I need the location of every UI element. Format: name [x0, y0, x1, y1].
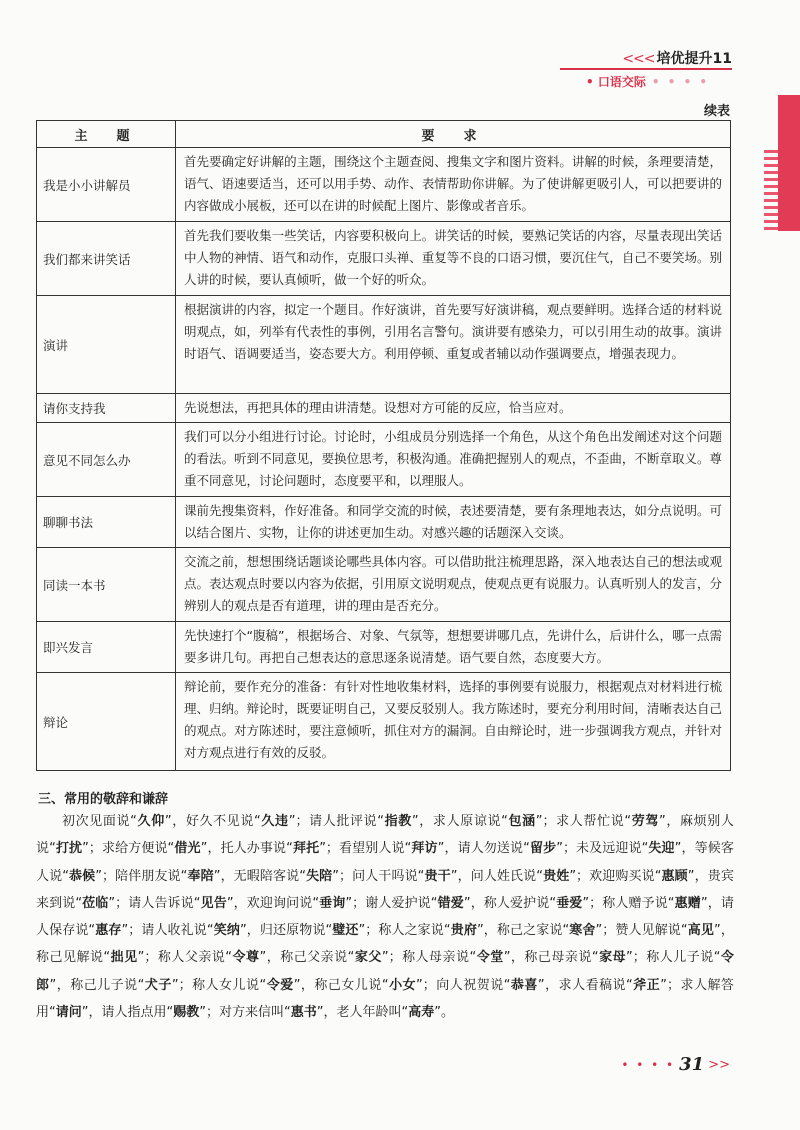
row-requirement: 首先要确定好讲解的主题，围绕这个主题查阅、搜集文字和图片资料。讲解的时候，条理要清楚，语气、语速要适当，还可以用手势、动作、表情帮助你讲解。为了使讲解更吸引人，可以把要讲的内容做成小展板，还可以在讲的时候配上图片、影像或者音乐。 — [176, 148, 731, 222]
row-topic: 同读一本书 — [37, 548, 176, 622]
paragraph-text: ”，等候客人说“ — [36, 841, 734, 884]
bullet-icon: • — [586, 75, 594, 89]
honorific-term: 失迎 — [648, 841, 675, 857]
paragraph-text: ”，称己母亲说“ — [503, 950, 599, 966]
honorific-term: 犬子 — [144, 977, 172, 993]
honorific-term: 家父 — [354, 950, 382, 966]
honorific-term: 令郎 — [36, 950, 734, 993]
honorific-term: 小女 — [388, 977, 417, 993]
paragraph-text: ”，无暇陪客说“ — [213, 868, 306, 884]
honorific-term: 久仰 — [136, 814, 165, 829]
requirements-table — [36, 120, 731, 771]
honorific-term: 家母 — [598, 950, 627, 966]
page-footer — [621, 1054, 730, 1075]
honorific-term: 借光 — [174, 841, 201, 857]
honorific-term: 恭候 — [68, 868, 96, 884]
honorific-term: 留步 — [529, 841, 557, 857]
honorific-term: 拜托 — [292, 841, 320, 857]
honorific-term: 恭喜 — [510, 977, 538, 993]
table-row — [37, 423, 731, 497]
honorific-term: 垂爱 — [556, 895, 583, 911]
honorific-term: 高见 — [687, 923, 714, 939]
table-header-row — [37, 121, 731, 148]
paragraph-text: ”，称人爱护说“ — [463, 895, 557, 911]
dots-decoration-icon: • • • • — [621, 1058, 676, 1072]
paragraph-text: ”，欢迎询问说“ — [226, 895, 320, 911]
paragraph-text: ”；称人父亲说“ — [137, 950, 233, 966]
honorific-term: 失陪 — [305, 868, 333, 884]
chevron-left-icon: <<< — [622, 51, 655, 67]
honorifics-paragraph — [36, 808, 734, 1026]
paragraph-text: ”，称己女儿说“ — [293, 977, 389, 993]
page-number: 31 — [679, 1054, 705, 1075]
paragraph-text: ”，称己之家说“ — [476, 923, 570, 939]
paragraph-text: ”，请人保存说“ — [36, 895, 734, 939]
honorific-term: 寒舍 — [569, 923, 596, 939]
paragraph-text: ”；求人解答用“ — [36, 977, 734, 1021]
row-requirement: 我们可以分小组进行讨论。讨论时，小组成员分别选择一个角色，从这个角色出发阐述对这个问题的看法。听到不同意见，要换位思考，积极沟通。准确把握别人的观点，不歪曲，不断章取义。尊重不同意见，讨论问题时，态度要平和，以理服人。 — [176, 423, 731, 497]
dots-decoration-icon: • • • • — [651, 75, 710, 89]
paragraph-text: ”，称己父亲说“ — [259, 950, 355, 966]
row-topic: 演讲 — [37, 296, 176, 394]
row-requirement: 课前先搜集资料，作好准备。和同学交流的时候，表述要清楚，要有条理地表达，如分点说明。可以结合图片、实物，让你的讲述更加生动。对感兴趣的话题深入交谈。 — [176, 497, 731, 548]
table-row — [37, 394, 731, 423]
honorific-term: 惠顾 — [661, 868, 688, 884]
honorific-term: 贵府 — [450, 923, 477, 939]
series-title — [622, 48, 732, 68]
column-header-topic: 主 题 — [37, 121, 176, 148]
honorific-term: 贵姓 — [542, 868, 570, 884]
paragraph-text: ”；称人之家说“ — [358, 923, 451, 939]
honorific-term: 惠书 — [290, 1005, 317, 1021]
honorific-term: 奉陪 — [187, 868, 214, 884]
honorific-term: 拜访 — [411, 841, 438, 857]
paragraph-text: ”；问人干吗说“ — [332, 868, 425, 884]
table-row — [37, 148, 731, 222]
paragraph-text: ”；赞人见解说“ — [595, 923, 688, 939]
honorific-term: 惠赠 — [674, 895, 701, 911]
header-rule — [560, 68, 732, 70]
row-requirement: 辩论前，要作充分的准备：有针对性地收集材料，选择的事例要有说服力，根据观点对材料进行梳理、归纳。辩论时，既要证明自己，又要反驳别人。我方陈述时，要充分利用时间，清晰表达自己的观点。对方陈述时，要注意倾听，抓住对方的漏洞。自由辩论时，进一步强调我方观点，并针对对方观点进行有效的反驳。 — [176, 673, 731, 771]
row-requirement: 先快速打个“腹稿”，根据场合、对象、气氛等，想想要讲哪几点，先讲什么，后讲什么，哪一点需要多讲几句。再把自己想表达的意思逐条说清楚。语气要自然，态度要大方。 — [176, 622, 731, 673]
row-requirement: 交流之前，想想围绕话题谈论哪些具体内容。可以借助批注梳理思路，深入地表达自己的想法或观点。表达观点时要以内容为依据，引用原文说明观点，使观点更有说服力。认真听别人的发言，分辨别人的观点是否有道理，讲的理由是否充分。 — [176, 548, 731, 622]
row-topic: 意见不同怎么办 — [37, 423, 176, 497]
chevron-right-icon: >> — [708, 1057, 730, 1073]
side-tab — [778, 95, 800, 231]
paragraph-text: ”，贵宾来到说“ — [36, 868, 734, 911]
row-topic: 请你支持我 — [37, 394, 176, 423]
paragraph-text: ”；称人儿子说“ — [626, 950, 721, 966]
paragraph-text: ”；求人帮忙说“ — [535, 814, 632, 829]
paragraph-text: ”；看望别人说“ — [319, 841, 412, 857]
table-row — [37, 673, 731, 771]
honorific-term: 指教 — [384, 814, 412, 829]
honorific-term: 久违 — [260, 814, 289, 829]
paragraph-text: ”；未及远迎说“ — [556, 841, 649, 857]
honorific-term: 斧正 — [632, 977, 661, 993]
paragraph-text: ”，麻烦别人说“ — [36, 814, 734, 857]
honorific-term: 拙见 — [110, 950, 138, 966]
paragraph-text: 初次见面说“ — [62, 814, 137, 829]
paragraph-text: ”；称人女儿说“ — [171, 977, 267, 993]
honorific-term: 垂询 — [319, 895, 346, 911]
paragraph-text: ”；请人收礼说“ — [121, 923, 214, 939]
paragraph-text: ”；陪伴朋友说“ — [95, 868, 188, 884]
paragraph-text: ”；称人母亲说“ — [381, 950, 477, 966]
row-topic: 辩论 — [37, 673, 176, 771]
section-heading: 三、常用的敬辞和谦辞 — [38, 792, 169, 807]
honorific-term: 惠存 — [95, 923, 122, 939]
column-header-requirement: 要 求 — [176, 121, 731, 148]
paragraph-text: ”，托人办事说“ — [200, 841, 293, 857]
series-name: 培优提升11 — [656, 51, 732, 67]
honorific-term: 令爱 — [266, 977, 294, 993]
table-row — [37, 497, 731, 548]
honorific-term: 贵干 — [424, 868, 451, 884]
paragraph-text: ”；称人赠予说“ — [582, 895, 675, 911]
table-row — [37, 622, 731, 673]
paragraph-text: ”，归还原物说“ — [239, 923, 333, 939]
paragraph-text: ”；求给方便说“ — [82, 841, 175, 857]
table-row — [37, 548, 731, 622]
section-name: 口语交际 — [597, 75, 646, 89]
paragraph-text: ”；向人祝贺说“ — [416, 977, 511, 993]
honorific-term: 包涵 — [507, 814, 536, 829]
paragraph-text: ”，求人原谅说“ — [411, 814, 508, 829]
honorific-term: 令尊 — [232, 950, 260, 966]
paragraph-text: ”，好久不见说“ — [164, 814, 261, 829]
paragraph-text: ”，称己见解说“ — [36, 923, 734, 966]
row-requirement: 根据演讲的内容，拟定一个题目。作好演讲，首先要写好演讲稿，观点要鲜明。选择合适的材料说明观点，如，列举有代表性的事例，引用名言警句。演讲要有感染力，可以引用生动的故事。演讲时语气、语调要适当，姿态要大方。利用停顿、重复或者辅以动作强调要点，增强表现力。 — [176, 296, 731, 394]
paragraph-text: ”；谢人爱护说“ — [345, 895, 438, 911]
row-topic: 我是小小讲解员 — [37, 148, 176, 222]
honorific-term: 打扰 — [55, 841, 83, 857]
honorific-term: 见告 — [200, 895, 227, 911]
paragraph-text: ”。 — [434, 1005, 455, 1021]
paragraph-text: ”；请人批评说“ — [288, 814, 384, 829]
continued-label: 续表 — [703, 104, 730, 119]
honorific-term: 笑纳 — [213, 923, 240, 939]
honorific-term: 赐教 — [173, 1005, 200, 1021]
table-row — [37, 296, 731, 394]
paragraph-text: ”，老人年龄叫“ — [316, 1005, 409, 1021]
row-requirement: 首先我们要收集一些笑话，内容要积极向上。讲笑话的时候，要熟记笑话的内容，尽量表现出笑话中人物的神情、语气和动作，克服口头禅、重复等不良的口语习惯，要沉住气，自己不要笑场。别人讲的时候，要认真倾听，做一个好的听众。 — [176, 222, 731, 296]
paragraph-text: ”，问人姓氏说“ — [450, 868, 543, 884]
row-topic: 聊聊书法 — [37, 497, 176, 548]
honorific-term: 莅临 — [82, 895, 109, 911]
paragraph-text: ”；欢迎购买说“ — [569, 868, 662, 884]
honorific-term: 错爱 — [437, 895, 464, 911]
paragraph-text: ”；对方来信叫“ — [199, 1005, 291, 1021]
side-stripes-decoration — [764, 150, 778, 232]
row-requirement: 先说想法，再把具体的理由讲清楚。设想对方可能的反应，恰当应对。 — [176, 394, 731, 423]
paragraph-text: ”，请人勿送说“ — [437, 841, 530, 857]
paragraph-text: ”，请人指点用“ — [81, 1005, 174, 1021]
row-topic: 即兴发言 — [37, 622, 176, 673]
honorific-term: 劳驾 — [631, 814, 659, 829]
row-topic: 我们都来讲笑话 — [37, 222, 176, 296]
table-row — [37, 222, 731, 296]
honorific-term: 请问 — [55, 1005, 82, 1021]
paragraph-text: ”，求人看稿说“ — [537, 977, 633, 993]
section-label — [586, 73, 709, 90]
paragraph-text: ”；请人告诉说“ — [108, 895, 201, 911]
honorific-term: 高寿 — [408, 1005, 435, 1021]
paragraph-text: ”，称己儿子说“ — [49, 977, 145, 993]
honorific-term: 璧还 — [332, 923, 359, 939]
honorific-term: 令堂 — [476, 950, 504, 966]
